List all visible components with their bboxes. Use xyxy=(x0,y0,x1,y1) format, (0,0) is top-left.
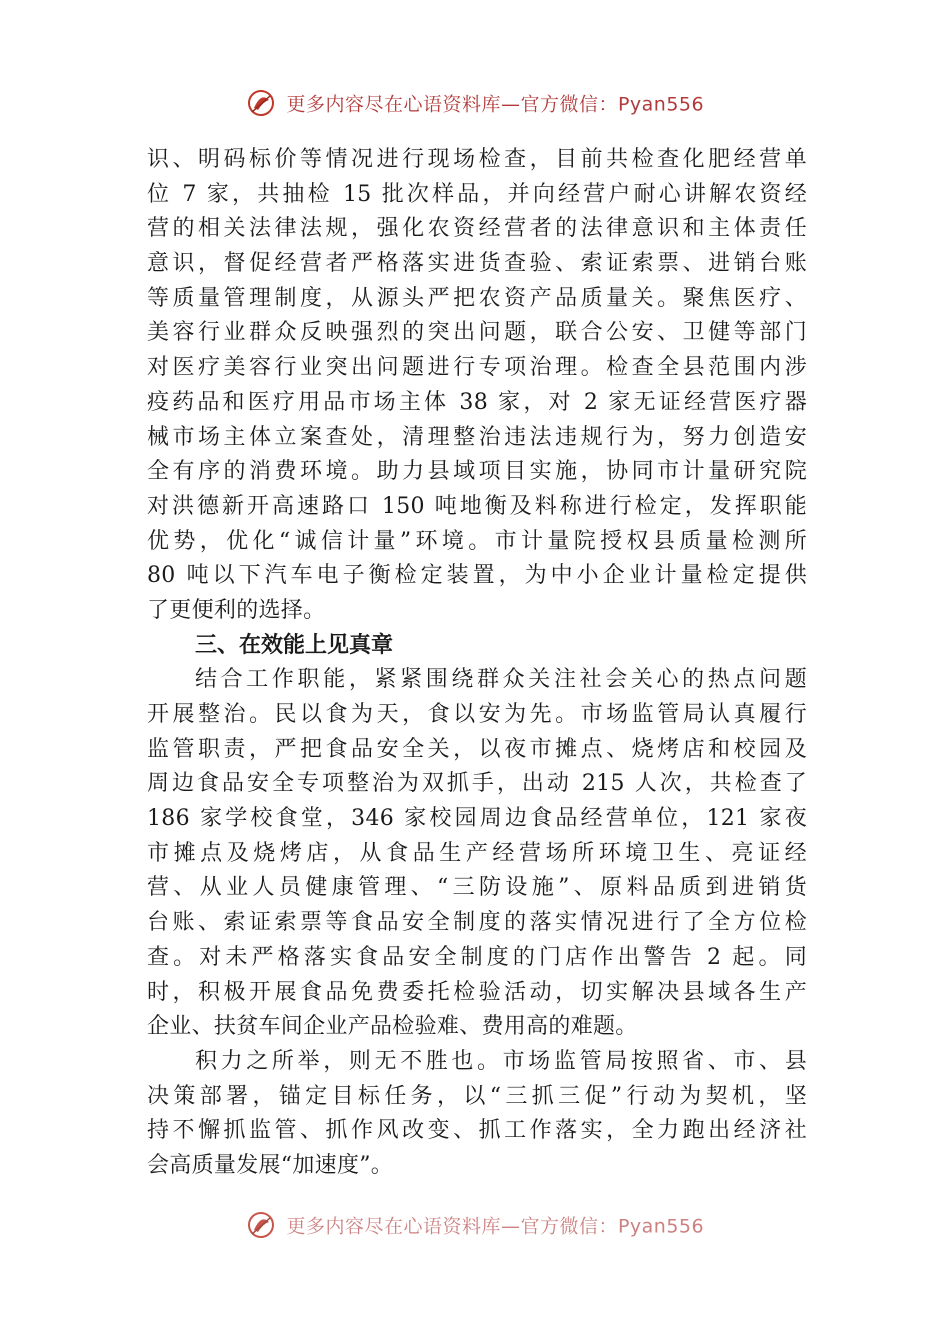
text-line: 结合工作职能，紧紧围绕群众关注社会关心的热点问题 xyxy=(195,667,807,693)
text-line: 对医疗美容行业突出问题进行专项治理。检查全县范围内涉 xyxy=(147,355,807,381)
document-body xyxy=(147,143,807,1184)
text-line: 优势，优化“诚信计量”环境。市计量院授权县质量检测所 xyxy=(147,528,807,554)
text-line: 186 家学校食堂，346 家校园周边食品经营单位，121 家夜 xyxy=(147,806,807,832)
text-line: 时，积极开展食品免费委托检验活动，切实解决县域各生产 xyxy=(147,979,807,1005)
text-line: 了更便利的选择。 xyxy=(147,597,326,623)
text-line: 疫药品和医疗用品市场主体 38 家，对 2 家无证经营医疗器 xyxy=(147,389,807,415)
text-line: 意识，督促经营者严格落实进货查验、索证索票、进销台账 xyxy=(147,251,807,277)
paragraph-section2 xyxy=(147,663,807,1045)
text-line: 台账、索证索票等食品安全制度的落实情况进行了全方位检 xyxy=(147,910,807,936)
paragraph-section1 xyxy=(147,143,807,629)
header-watermark xyxy=(0,88,950,118)
text-line: 开展整治。民以食为天，食以安为先。市场监管局认真履行 xyxy=(147,702,807,727)
text-line: 市摊点及烧烤店，从食品生产经营场所环境卫生、亮证经 xyxy=(147,840,807,866)
footer-watermark xyxy=(0,1210,950,1240)
text-line: 会高质量发展“加速度”。 xyxy=(147,1152,394,1178)
text-line: 监管职责，严把食品安全关，以夜市摊点、烧烤店和校园及 xyxy=(147,736,807,762)
watermark-text: 更多内容尽在心语资料库—官方微信：Pyan556 xyxy=(286,93,705,116)
text-line: 周边食品安全专项整治为双抓手，出动 215 人次，共检查了 xyxy=(147,771,807,797)
section-heading: 三、在效能上见真章 xyxy=(195,632,394,658)
text-line: 查。对未严格落实食品安全制度的门店作出警告 2 起。同 xyxy=(147,944,807,970)
text-line: 全有序的消费环境。助力县域项目实施，协同市计量研究院 xyxy=(147,459,807,485)
paragraph-section3 xyxy=(147,1045,807,1184)
text-line: 营、从业人员健康管理、“三防设施”、原料品质到进销货 xyxy=(147,875,807,901)
text-line: 等质量管理制度，从源头严把农资产品质量关。聚焦医疗、 xyxy=(147,285,807,311)
text-line: 位 7 家，共抽检 15 批次样品，并向经营户耐心讲解农资经 xyxy=(147,181,807,207)
text-line: 识、明码标价等情况进行现场检查，目前共检查化肥经营单 xyxy=(147,147,807,172)
text-line: 美容行业群众反映强烈的突出问题，联合公安、卫健等部门 xyxy=(147,320,807,346)
watermark-text: 更多内容尽在心语资料库—官方微信：Pyan556 xyxy=(286,1215,705,1238)
text-line: 积力之所举，则无不胜也。市场监管局按照省、市、县 xyxy=(195,1048,807,1074)
text-line: 营的相关法律法规，强化农资经营者的法律意识和主体责任 xyxy=(147,216,807,242)
brand-logo-icon xyxy=(246,1210,276,1240)
text-line: 对洪德新开高速路口 150 吨地衡及料称进行检定，发挥职能 xyxy=(147,493,807,519)
text-line: 械市场主体立案查处，清理整治违法违规行为，努力创造安 xyxy=(147,424,807,450)
text-line: 80 吨以下汽车电子衡检定装置，为中小企业计量检定提供 xyxy=(147,563,807,589)
brand-logo-icon xyxy=(246,88,276,118)
text-line: 持不懈抓监管、抓作风改变、抓工作落实，全力跑出经济社 xyxy=(147,1118,807,1144)
text-line: 决策部署，锚定目标任务，以“三抓三促”行动为契机，坚 xyxy=(147,1083,807,1109)
text-line: 企业、扶贫车间企业产品检验难、费用高的难题。 xyxy=(147,1014,638,1040)
